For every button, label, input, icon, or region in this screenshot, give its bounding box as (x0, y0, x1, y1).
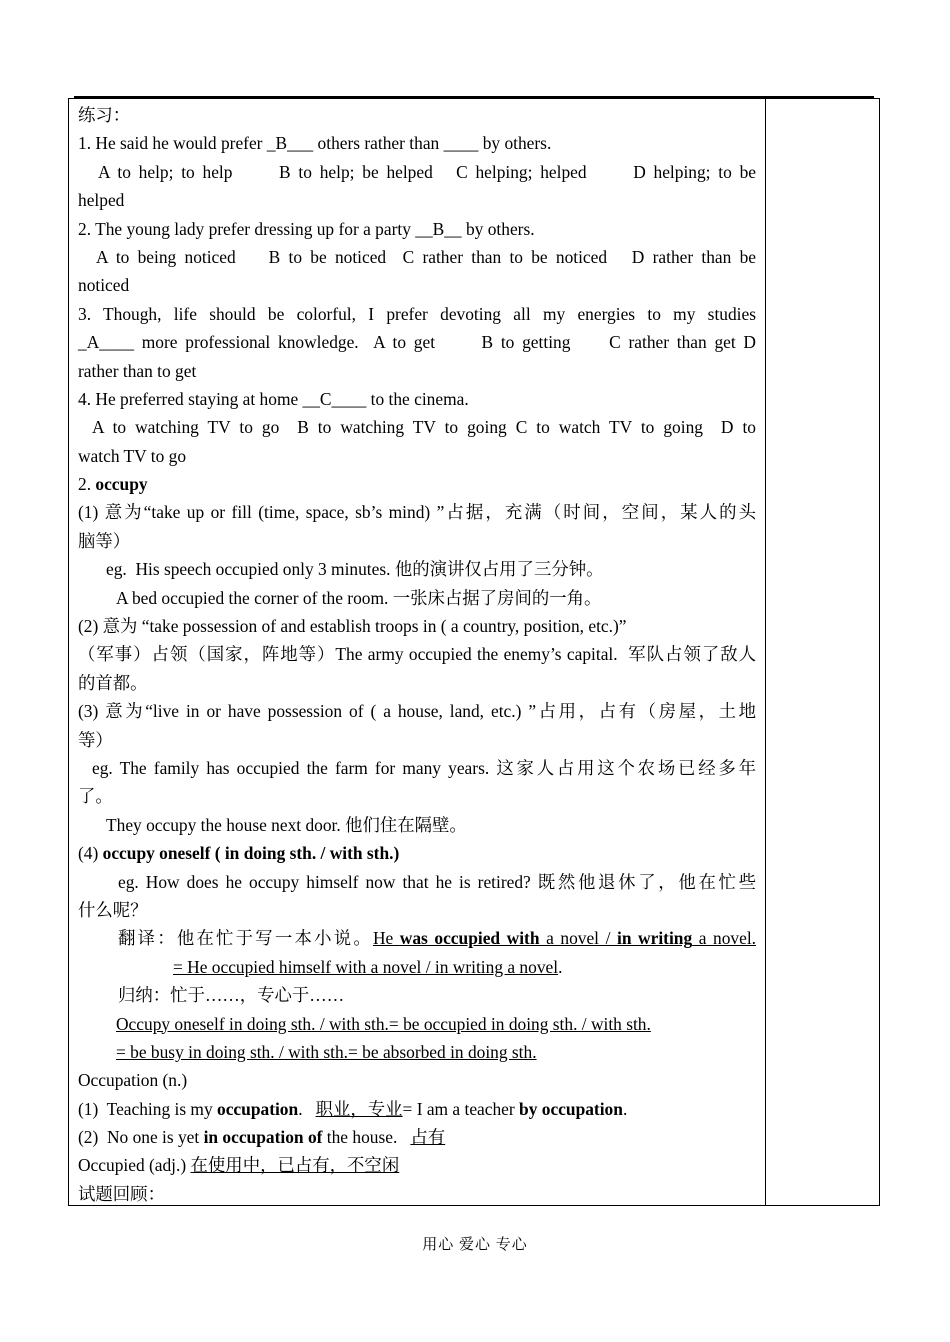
text-segment: 职业，专业 (315, 1098, 403, 1119)
text-line (78, 584, 756, 612)
text-line (78, 555, 756, 583)
text-line (78, 924, 756, 952)
text-line (78, 612, 756, 640)
text-segment: 什么呢？ (78, 899, 148, 920)
text-segment: Occupy oneself in doing sth. / with sth.= be occupied in doing sth. / with sth. (116, 1013, 651, 1034)
text-segment: 在使用中，已占有，不空闲 (190, 1155, 400, 1176)
text-line (78, 811, 756, 839)
text-segment: in writing (616, 928, 693, 949)
text-line (78, 101, 756, 129)
text-line (78, 271, 756, 299)
text-line (78, 498, 756, 526)
text-line (78, 357, 756, 385)
text-line (78, 470, 756, 498)
text-segment: 脑等） (78, 530, 131, 551)
text-segment: Occupied (adj.) (78, 1155, 191, 1176)
text-segment: 3. Though, life should be colorful, I prefer devoting all my energies to my studies (78, 303, 756, 324)
text-segment: = I am a teacher (402, 1098, 520, 1119)
text-line (78, 868, 756, 896)
text-line (78, 527, 756, 555)
text-segment: in occupation of (203, 1127, 323, 1148)
text-line (78, 1095, 756, 1123)
text-segment: Occupation (n.) (78, 1070, 188, 1091)
text-segment: a novel / (539, 928, 617, 949)
text-segment: A to help; to help B to help; be helped C helping; helped D helping; to be (98, 161, 756, 182)
text-line (78, 328, 756, 356)
text-segment: 4. He preferred staying at home __C____ to the cinema. (78, 388, 469, 409)
text-line (78, 215, 756, 243)
text-line (78, 726, 756, 754)
text-segment: 等） (78, 729, 113, 750)
text-segment: 的首都。 (78, 672, 148, 693)
text-line (78, 385, 756, 413)
text-line (78, 754, 756, 782)
text-line (78, 1038, 756, 1066)
text-line (78, 953, 756, 981)
text-line (78, 442, 756, 470)
text-line (78, 839, 756, 867)
text-segment: 1. He said he would prefer _B___ others rather than ____ by others. (78, 133, 552, 154)
text-line (78, 1066, 756, 1094)
text-segment: (1) Teaching is my (78, 1098, 218, 1119)
text-line (78, 1123, 756, 1151)
text-segment: (4) (78, 843, 103, 864)
text-segment: noticed (78, 275, 130, 296)
text-line (78, 640, 756, 668)
text-segment: A bed occupied the corner of the room. 一张床占据了房间的一角。 (116, 587, 602, 608)
text-segment: . (298, 1098, 316, 1119)
text-line (78, 1180, 756, 1208)
text-segment: helped (78, 190, 125, 211)
text-line (78, 413, 756, 441)
text-segment: (2) 意为 “take possession of and establish troops in ( a country, position, etc.)” (78, 616, 627, 637)
text-segment: = He occupied himself with a novel / in writing a novel (173, 956, 559, 977)
text-segment: 占有 (410, 1127, 446, 1148)
text-segment: was occupied with (399, 928, 540, 949)
text-line (78, 243, 756, 271)
text-segment: 归纳：忙于……，专心于…… (118, 985, 345, 1006)
main-text-cell (78, 101, 756, 1208)
text-segment: They occupy the house next door. 他们住在隔壁。 (106, 814, 467, 835)
text-line (78, 158, 756, 186)
text-segment: 试题回顾： (78, 1183, 165, 1204)
text-line (78, 981, 756, 1009)
text-segment: A to watching TV to go B to watching TV to going C to watch TV to going D to (92, 417, 756, 438)
text-segment: eg. His speech occupied only 3 minutes. 他的演讲仅占用了三分钟。 (106, 559, 604, 580)
text-line (78, 1010, 756, 1038)
text-line (78, 186, 756, 214)
text-segment: 了。 (78, 786, 113, 807)
page-footer: 用心 爱心 专心 (422, 1237, 528, 1253)
text-segment: . (622, 1098, 628, 1119)
text-segment: 2. (78, 474, 96, 495)
text-segment: A to being noticed B to be noticed C rather than to be noticed D rather than be (96, 246, 756, 267)
text-segment: occupation (217, 1098, 299, 1119)
text-segment: _A____ more professional knowledge. A to get B to getting C rather than get D (78, 332, 756, 353)
text-segment: . (558, 956, 563, 977)
text-segment: a novel. (692, 928, 756, 949)
text-segment: He (372, 928, 400, 949)
text-segment: occupy (95, 474, 148, 495)
text-line (78, 300, 756, 328)
text-segment: 2. The young lady prefer dressing up for a party __B__ by others. (78, 218, 535, 239)
text-line (78, 896, 756, 924)
text-segment: 练习： (78, 105, 131, 125)
text-line (78, 669, 756, 697)
text-segment: the house. (322, 1127, 411, 1148)
text-segment: (2) No one is yet (78, 1127, 204, 1148)
text-segment: by occupation (519, 1098, 623, 1119)
text-segment: (1) 意为“take up or fill (time, space, sb’s mind) ”占据，充满（时间，空间，某人的头 (78, 502, 756, 523)
text-line (78, 782, 756, 810)
text-segment: eg. The family has occupied the farm for many years. 这家人占用这个农场已经多年 (92, 757, 756, 778)
text-line (78, 697, 756, 725)
column-divider (765, 98, 766, 1206)
text-segment: （军事）占领（国家，阵地等）The army occupied the enemy’s capital. 军队占领了敌人 (78, 644, 756, 665)
text-segment: rather than to get (78, 360, 197, 381)
text-segment: eg. How does he occupy himself now that he is retired? 既然他退休了，他在忙些 (118, 871, 756, 892)
text-segment: = be busy in doing sth. / with sth.= be absorbed in doing sth. (116, 1041, 537, 1062)
text-line (78, 129, 756, 157)
text-segment: (3) 意为“live in or have possession of ( a house, land, etc.) ”占用，占有（房屋，土地 (78, 701, 756, 722)
text-segment: watch TV to go (78, 445, 187, 466)
text-segment: occupy oneself ( in doing sth. / with sth.) (102, 843, 400, 864)
text-line (78, 1151, 756, 1179)
text-segment: 翻译：他在忙于写一本小说。 (118, 928, 373, 949)
